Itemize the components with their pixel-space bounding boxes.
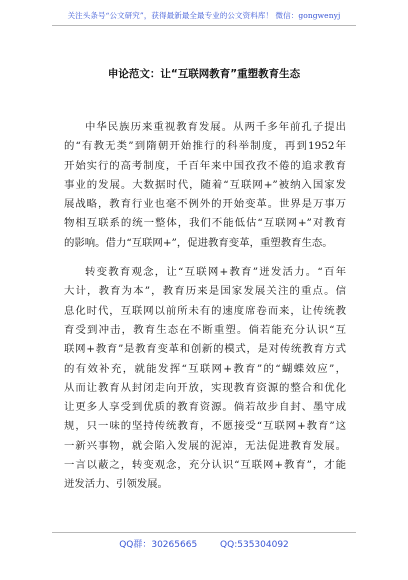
paragraph-line: 迸发活力、引领发展。 (64, 478, 168, 491)
paragraph-line: 大计，教育为本”，教育历来是国家发展关注的重点。信 (64, 285, 346, 298)
document-body (64, 118, 346, 495)
paragraph-line: 让更多人享受到优质的教育资源。倘若故步自封、墨守成 (64, 401, 346, 414)
paragraph-line: 的有效补充，就能发挥“互联网+教育”的“蝴蝶效应”， (64, 362, 346, 375)
paragraph-line: 事业的发展。大数据时代，随着“互联网+”被纳入国家发 (64, 178, 346, 191)
paragraph-line: 中华民族历来重视教育发展。从两千多年前孔子提出 (85, 121, 346, 133)
paragraph-line: 转变教育观念，让“互联网+教育”迸发活力。“百年 (85, 266, 346, 279)
paragraph-line: 的影响。借力“互联网+”，促进教育变革，重塑教育生态。 (64, 236, 333, 249)
paragraph-line: 一言以蔽之，转变观念，充分认识“互联网+教育”，才能 (64, 459, 346, 472)
paragraph-2 (64, 263, 346, 495)
paragraph-line: 的“有教无类”到隋朝开始推行的科举制度，再到1952年 (64, 140, 346, 153)
footer-divider (52, 532, 356, 533)
paragraph-line: 联网+教育”是教育变革和创新的模式，是对传统教育方式 (64, 343, 346, 356)
footer-qq-group: QQ群：30265665 (119, 540, 198, 550)
paragraph-line: 一新兴事物，就会陷入发展的泥淖，无法促进教育发展。 (64, 439, 346, 452)
paragraph-gap (64, 253, 346, 263)
paragraph-line: 从而让教育从封闭走向开放，实现教育资源的整合和优化 (64, 381, 346, 394)
document-title: 申论范文：让“互联网教育”重塑教育生态 (107, 68, 301, 80)
paragraph-line: 规，只一味的坚持传统教育，不愿接受“互联网+教育”这 (64, 420, 346, 433)
paragraph-line: 育受到冲击，教育生态在不断重塑。倘若能充分认识“互 (64, 323, 346, 336)
header-banner: 关注头条号“公文研究”，获得最新最全最专业的公文资料库！ 微信：gongwenyj (67, 11, 341, 20)
paragraph-line: 展战略，教育行业也毫不例外的开始变革。世界是万事万 (64, 198, 346, 211)
paragraph-1 (64, 118, 346, 253)
footer (0, 537, 408, 550)
paragraph-line: 物相互联系的统一整体，我们不能低估“互联网+”对教育 (64, 217, 346, 230)
paragraph-line: 开始实行的高考制度，千百年来中国孜孜不倦的追求教育 (64, 159, 346, 172)
paragraph-line: 息化时代，互联网以前所未有的速度席卷而来，让传统教 (64, 304, 346, 317)
footer-qq: QQ:535304092 (220, 540, 289, 550)
header-divider (52, 25, 356, 26)
